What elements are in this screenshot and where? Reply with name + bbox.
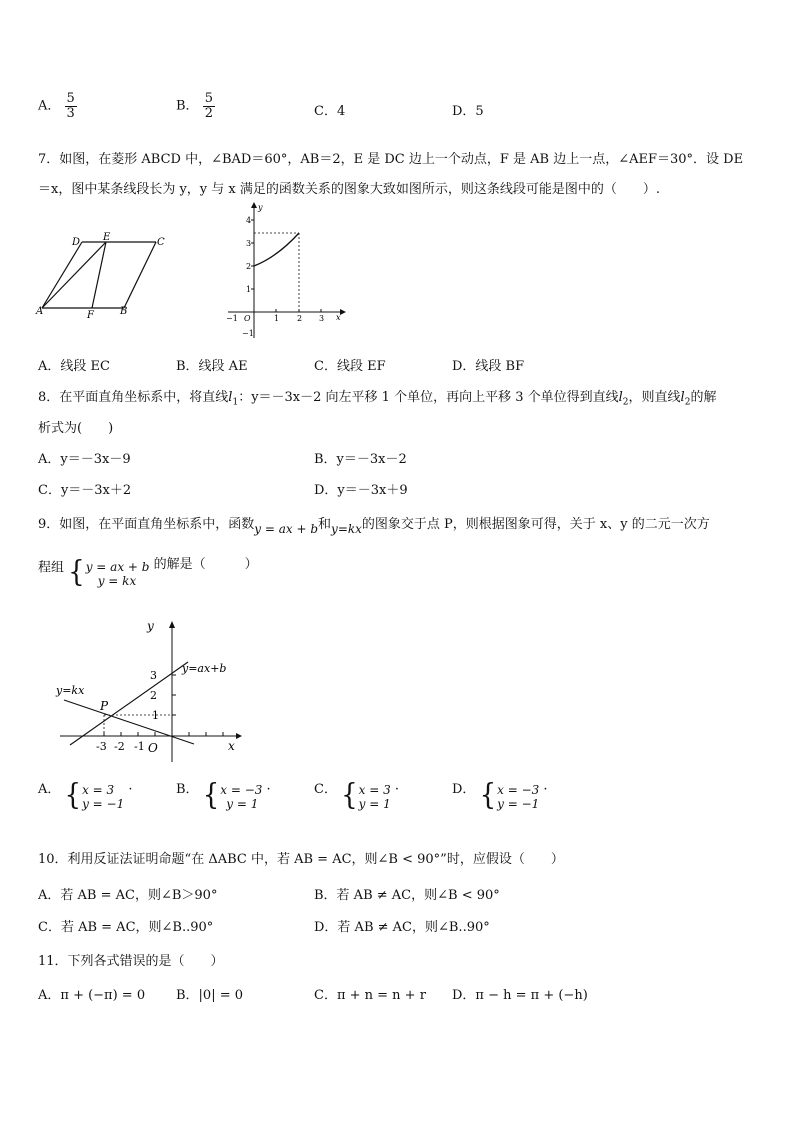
tick-y4: 4 — [246, 216, 252, 225]
axis-label-x: x — [228, 739, 235, 753]
tick-y3: 3 — [150, 669, 157, 682]
tick-y3: 3 — [246, 239, 252, 248]
label-a: A — [36, 306, 44, 317]
line-ax-plus-b — [70, 662, 188, 745]
segment-ae — [42, 242, 106, 308]
q7-function-graph — [222, 200, 348, 342]
q10-option-b: B．若 AB ≠ AC，则∠B < 90° — [314, 888, 500, 903]
q9-option-c: C． { x = 3 y = 1 · — [314, 779, 400, 813]
tick-x2: 2 — [297, 314, 303, 323]
axis-label-y: y — [258, 203, 263, 212]
q7-option-a: A．线段 EC — [38, 359, 110, 374]
tick-x-neg1: −1 — [226, 314, 238, 323]
tick-y1: 1 — [246, 285, 252, 294]
tick-x-neg3: -3 — [96, 740, 107, 753]
equation-system: { y = ax + b y = kx — [68, 556, 150, 590]
y-axis-arrow — [169, 621, 175, 628]
q6-option-b: B． $\frac{5}{2}$ — [176, 91, 213, 121]
q7-stem-line1: 7．如图，在菱形 ABCD 中，∠BAD＝60°，AB＝2，E 是 DC 边上一个动点，F 是 AB 边上一点，∠AEF＝30°．设 DE — [38, 152, 744, 167]
tick-x-neg2: -2 — [114, 740, 125, 753]
x-axis-arrow — [236, 733, 242, 739]
tick-y1: 1 — [152, 709, 159, 722]
q9-linear-graph — [50, 616, 250, 764]
label-b: B — [120, 306, 128, 317]
tick-x3: 3 — [319, 314, 325, 323]
q10-stem: 10．利用反证法证明命题“在 ΔABC 中，若 AB = AC，则∠B < 90°”时，应假设（ ） — [38, 852, 564, 867]
x-axis-arrow — [340, 309, 346, 315]
tick-y-neg1: −1 — [242, 329, 254, 338]
q8-option-b: B．y＝－3x－2 — [314, 452, 407, 467]
tick-x-neg1: -1 — [134, 740, 145, 753]
fraction-5-3: $\frac{5}{3}$ — [66, 91, 75, 121]
q11-option-a: A．π + (−π) = 0 — [38, 988, 146, 1003]
q9-stem-line2: 程组 { y = ax + b y = kx 的解是（ ） — [38, 556, 258, 590]
origin-label: O — [148, 741, 158, 755]
tick-y2: 2 — [246, 262, 252, 271]
q7-rhombus-figure — [34, 232, 174, 320]
q9-option-b: B． { x = −3 y = 1 · — [176, 779, 271, 813]
q8-option-d: D．y＝－3x＋9 — [314, 483, 408, 498]
y-axis-arrow — [251, 202, 257, 208]
q7-option-c: C．线段 EF — [314, 359, 386, 374]
label-e: E — [103, 232, 111, 243]
q7-stem-line2: ＝x，图中某条线段长为 y，y 与 x 满足的函数关系的图象大致如图所示，则这条线段可能是图中的（ ）. — [38, 182, 661, 197]
rhombus-side-ad — [42, 242, 82, 308]
q6-option-a: A． $\frac{5}{3}$ — [38, 91, 75, 121]
q8-option-c: C．y＝－3x＋2 — [38, 483, 132, 498]
origin-label: O — [244, 314, 251, 323]
q6-option-d: D．5 — [452, 104, 484, 119]
rhombus-side-bc — [124, 242, 156, 308]
q8-option-a: A．y＝－3x－9 — [38, 452, 131, 467]
q9-option-a: A． { x = 3 y = −1 · — [38, 779, 133, 813]
tick-y2: 2 — [150, 689, 157, 702]
tick-x1: 1 — [274, 314, 280, 323]
line-kx — [64, 700, 194, 744]
q10-option-c: C．若 AB = AC，则∠B..90° — [38, 920, 214, 935]
q11-option-c: C．π + n = n + r — [314, 988, 426, 1003]
line-label-kx: y=kx — [56, 684, 85, 697]
segment-ef — [92, 242, 106, 308]
q9-stem-line1: 9．如图，在平面直角坐标系中，函数y = ax + b和y=kx的图象交于点 P，则根据图象可得，关于 x、y 的二元一次方 — [38, 517, 710, 536]
q6-option-c: C．4 — [314, 104, 346, 119]
axis-label-x: x — [336, 313, 341, 322]
q8-stem-line1: 8．在平面直角坐标系中，将直线$l_1$：y＝－3x－2 向左平移 1 个单位，再向上平移 3 个单位得到直线$l_2$，则直线$l_2$的解 — [38, 390, 717, 408]
q9-option-d: D． { x = −3 y = −1 · — [452, 779, 548, 813]
q7-option-b: B．线段 AE — [176, 359, 248, 374]
label-d: D — [72, 237, 81, 248]
label-c: C — [157, 237, 165, 248]
q11-option-d: D．π − h = π + (−h) — [452, 988, 588, 1003]
function-curve — [254, 233, 299, 266]
fraction-5-2: $\frac{5}{2}$ — [204, 91, 213, 121]
line-label-ax-plus-b: y=ax+b — [182, 662, 227, 675]
q10-option-d: D．若 AB ≠ AC，则∠B..90° — [314, 920, 490, 935]
q11-stem: 11．下列各式错误的是（ ） — [38, 954, 224, 969]
label-f: F — [87, 310, 94, 320]
q10-option-a: A．若 AB = AC，则∠B＞90° — [38, 888, 218, 903]
point-label-p: P — [100, 699, 109, 713]
q8-stem-line2: 析式为( ) — [38, 421, 114, 436]
axis-label-y: y — [147, 619, 154, 633]
q7-option-d: D．线段 BF — [452, 359, 525, 374]
q11-option-b: B．|0| = 0 — [176, 988, 244, 1003]
